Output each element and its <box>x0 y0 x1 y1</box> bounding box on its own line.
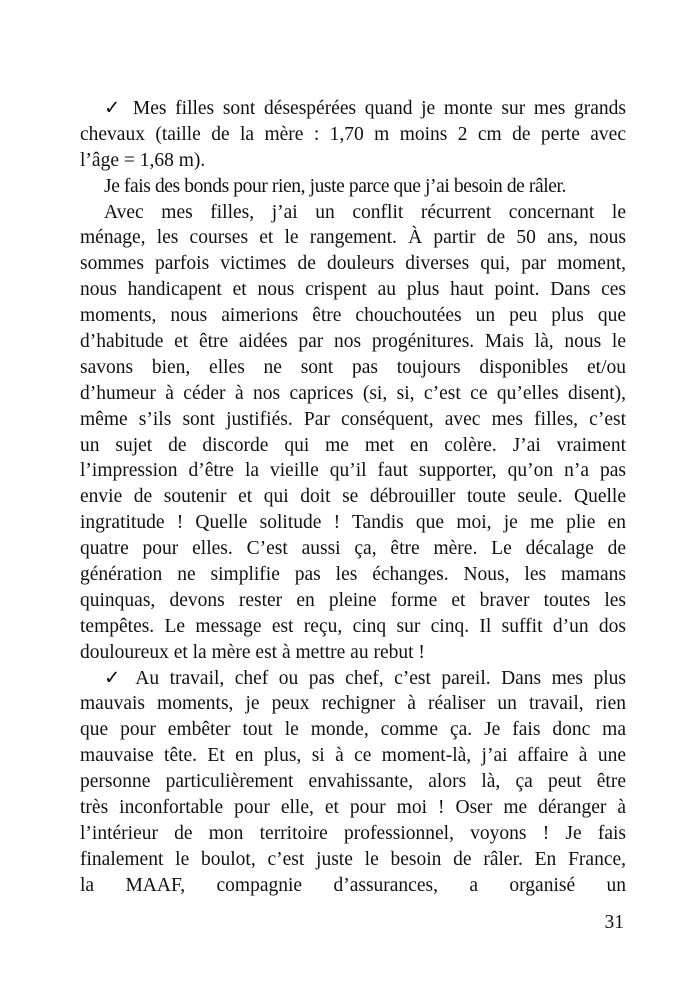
text-line: mauvaise tête. Et en plus, si à ce moment-là, j’ai affaire à une <box>80 745 626 767</box>
text-line: envie de soutenir et qui doit se débrouiller toute seule. Quelle <box>80 486 626 508</box>
text-line: Avec mes filles, j’ai un conflit récurrent concernant le <box>104 201 626 223</box>
text-line: même s’ils sont justifiés. Par conséquent, avec mes filles, c’est <box>80 408 626 430</box>
text-line: génération ne simplifie pas les échanges. Nous, les mamans <box>80 564 626 586</box>
text-line: quatre pour elles. C’est aussi ça, être mère. Le décalage de <box>80 538 626 560</box>
text-line: l’impression d’être la vieille qu’il faut supporter, qu’on n’a pas <box>80 460 626 482</box>
text-line: finalement le boulot, c’est juste le besoin de râler. En France, <box>80 848 626 870</box>
text-line: la MAAF, compagnie d’assurances, a organisé un <box>80 874 626 896</box>
text-line: ménage, les courses et le rangement. À partir de 50 ans, nous <box>80 227 626 249</box>
text-line: douloureux et la mère est à mettre au rebut ! <box>80 641 425 663</box>
body-text <box>80 96 626 899</box>
text-line: très inconfortable pour elle, et pour moi ! Oser me déranger à <box>80 797 626 819</box>
text-line: nous handicapent et nous crispent au plus haut point. Dans ces <box>80 279 626 301</box>
text-line: ingratitude ! Quelle solitude ! Tandis que moi, je me plie en <box>80 512 626 534</box>
text-line: ✓ Mes filles sont désespérées quand je monte sur mes grands <box>104 98 626 119</box>
text-line: ✓ Au travail, chef ou pas chef, c’est pareil. Dans mes plus <box>104 667 626 689</box>
text-line: quinquas, devons rester en pleine forme et braver toutes les <box>80 589 626 611</box>
text-line: personne particulièrement envahissante, alors là, ça peut être <box>80 771 626 793</box>
text-line: tempêtes. Le message est reçu, cinq sur cinq. Il suffit d’un dos <box>80 615 626 637</box>
text-line: savons bien, elles ne sont pas toujours disponibles et/ou <box>80 356 626 378</box>
text-line: d’humeur à céder à nos caprices (si, si, c’est ce qu’elles disent), <box>80 382 626 404</box>
page-number: 31 <box>604 912 624 933</box>
text-line: sommes parfois victimes de douleurs diverses qui, par moment, <box>80 253 626 275</box>
text-line: que pour embêter tout le monde, comme ça. Je fais donc ma <box>80 719 626 741</box>
text-line: d’habitude et être aidées par nos progénitures. Mais là, nous le <box>80 331 626 353</box>
text-line: l’intérieur de mon territoire professionnel, voyons ! Je fais <box>80 822 626 844</box>
text-line: un sujet de discorde qui me met en colère. J’ai vraiment <box>80 434 626 456</box>
text-line: moments, nous aimerions être chouchoutées un peu plus que <box>80 305 626 327</box>
text-line: chevaux (taille de la mère : 1,70 m moins 2 cm de perte avec <box>80 123 626 145</box>
text-line: mauvais moments, je peux rechigner à réaliser un travail, rien <box>80 693 626 715</box>
text-line: Je fais des bonds pour rien, juste parce que j’ai besoin de râler. <box>104 175 567 197</box>
text-line: l’âge = 1,68 m). <box>80 149 206 171</box>
